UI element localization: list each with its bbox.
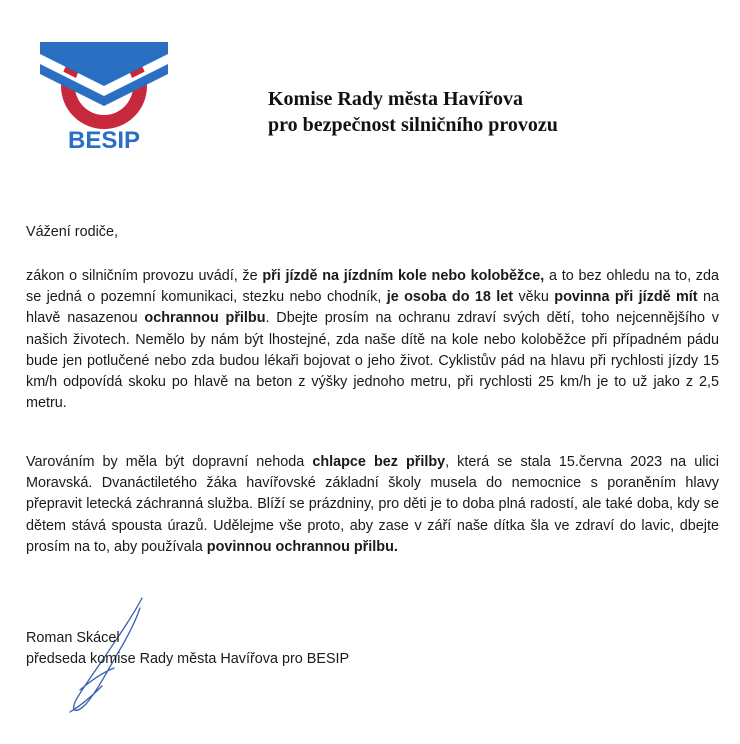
text-segment: a to bez ohledu na to, zda se jedná o pozemní komunikaci, stezku nebo chodník, (26, 268, 719, 306)
text-segment: , která se stala 15.června 2023 na ulici Moravská. Dvanáctiletého žáka havířovské základní školy musela do nemocnice s poraněním hlavy přepravit letecká záchranná služba. Blíží se prázdniny, pro děti je to doba plná radostí, ale také doba, kdy se dětem stává spousta úrazů. Udělejme vše proto, aby zase v září naše dítka šla ve zdraví do lavic, dbejte prosím na to, aby používala (26, 454, 719, 555)
paragraph-2 (26, 452, 719, 558)
document-header (268, 86, 558, 138)
emphasized-text: chlapce bez přilby (312, 454, 446, 470)
paragraph-1 (26, 266, 719, 414)
besip-logo (36, 36, 172, 156)
greeting: Vážení rodiče, (26, 224, 118, 240)
emphasized-text: při jízdě na jízdním kole nebo koloběžce, (262, 268, 545, 284)
signatory-name: Roman Skácel (26, 630, 120, 646)
text-segment: Varováním by měla být dopravní nehoda (26, 454, 313, 470)
header-line-1: Komise Rady města Havířova (268, 88, 523, 110)
header-line-2: pro bezpečnost silničního provozu (268, 114, 558, 136)
emphasized-text: je osoba do 18 let (386, 289, 514, 306)
text-segment: zákon o silničním provozu uvádí, že (26, 268, 263, 284)
text-segment: věku (513, 289, 555, 306)
emphasized-text: ochrannou přilbu (144, 310, 266, 327)
text-segment: na hlavě nasazenou (26, 289, 719, 327)
text-segment: . Dbejte prosím na ochranu zdraví svých dětí, toho nejcennějšího v našich životech. Nemělo by nám být lhostejné, zda naše dítě na kole nebo koloběžce při případném pádu bude jen potlučené nebo zda budou lékaři bojovat o jeho život. Cyklistův pád na hlavu při rychlosti jízdy 15 km/h odpovídá skoku po hlavě na beton z výšky jednoho metru, při rychlosti 25 km/h je to už jako z 2,5 metru. (26, 310, 719, 412)
signature-block (26, 628, 349, 670)
besip-emblem-icon (36, 36, 172, 156)
emphasized-text: povinna při jízdě mít (554, 289, 698, 306)
logo-text: BESIP (67, 127, 141, 154)
signatory-role: předseda komise Rady města Havířova pro BESIP (26, 651, 350, 667)
emphasized-text: povinnou ochrannou přilbu. (206, 538, 398, 555)
